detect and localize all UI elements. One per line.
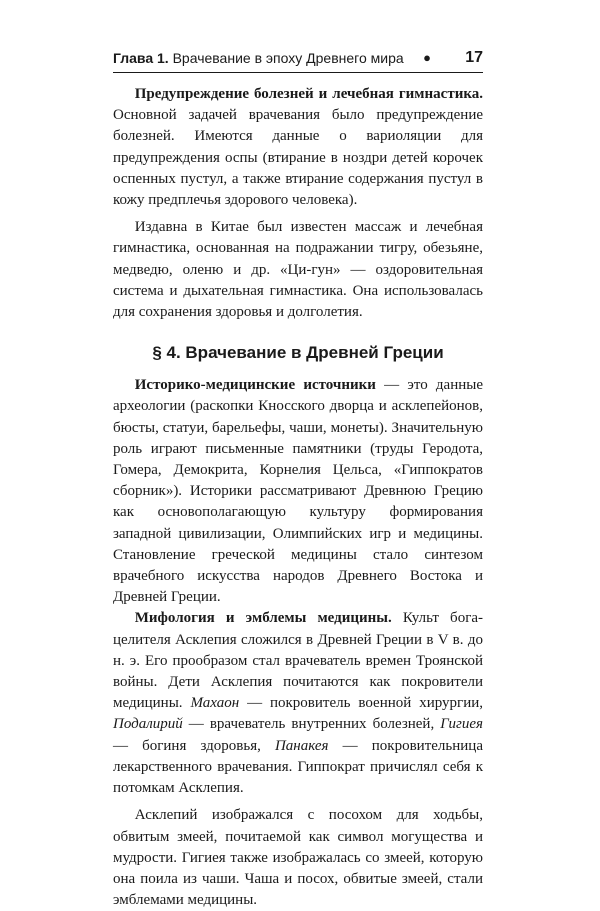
paragraph-sources: [113, 375, 483, 608]
paragraph-text: Культ бога-целителя Асклепия сложился в Древней Греции в V в. до н. э. Его прообразом стал врачеватель времен Троянской войны. Дети Асклепия почитаются как покровители медицины.: [113, 610, 483, 712]
paragraph-prevention: [113, 84, 483, 211]
name-podalirius: Подалирий: [113, 716, 183, 733]
name-panacea: Панакея: [274, 737, 329, 754]
paragraph-text: — богиня здоровья,: [113, 737, 275, 754]
page-body: [113, 84, 483, 911]
paragraph-text: — покровительница лекарственного врачевания. Гиппократ причислял себя к потомкам Асклепия.: [113, 737, 483, 797]
bullet-icon: ●: [423, 50, 431, 65]
section-heading: § 4. Врачевание в Древней Греции: [152, 343, 444, 363]
running-header: [113, 46, 483, 70]
run-in-heading-sources: Историко-медицинские источники: [134, 377, 376, 394]
paragraph-text: Основной задачей врачевания было предупреждение болезней. Имеются данные о вариоляции для предупреждения оспы (втирание в ноздри детей корочек оспенных пустул, а также втирание содержания пустул в кожу предплечья здорового человека).: [113, 107, 483, 209]
name-hygieia: Гигиея: [440, 716, 483, 733]
run-in-heading-prevention: Предупреждение болезней и лечебная гимнастика.: [134, 86, 483, 102]
chapter-title: Врачевание в эпоху Древнего мира: [172, 50, 404, 66]
header-rule: [113, 72, 483, 73]
page-number: 17: [465, 49, 483, 66]
paragraph-china-massage: [113, 217, 483, 323]
paragraph-text: Издавна в Китае был известен массаж и лечебная гимнастика, основанная на подражании тигру, обезьяне, медведю, оленю и др. «Ци-гун» — оздоровительная система и дыхательная гимнастика. Она использовалась для сохранения здоровья и долголетия.: [113, 219, 483, 321]
paragraph-text: — покровитель военной хирургии,: [239, 695, 483, 712]
chapter-label: Глава 1.: [113, 50, 169, 66]
paragraph-mythology: [113, 608, 483, 799]
paragraph-text: — это данные археологии (раскопки Кносского дворца и асклепейонов, бюсты, статуи, барельефы, чаши, монеты). Значительную роль играют письменные памятники (труды Геродота, Гомера, Демокрита, Корнелия Цельса, «Гиппократов сборник»). Историки рассматривают Древнюю Грецию как основополагающую культуру формирования западной цивилизации, Олимпийских игр и медицины. Становление греческой медицины стало синтезом врачебного искусства народов Древнего Востока и Древней Греции.: [113, 377, 483, 606]
run-in-heading-mythology: Мифология и эмблемы медицины.: [134, 610, 392, 627]
paragraph-text: Асклепий изображался с посохом для ходьбы, обвитым змеей, почитаемой как символ могущества и мудрости. Гигиея также изображалась со змеей, которую она поила из чаши. Чаша и посох, обвитые змеей, стали эмблемами медицины.: [113, 807, 483, 909]
name-machaon: Махаон: [190, 695, 240, 712]
paragraph-text: — врачеватель внутренних болезней,: [182, 716, 441, 733]
paragraph-emblems: [113, 805, 483, 911]
